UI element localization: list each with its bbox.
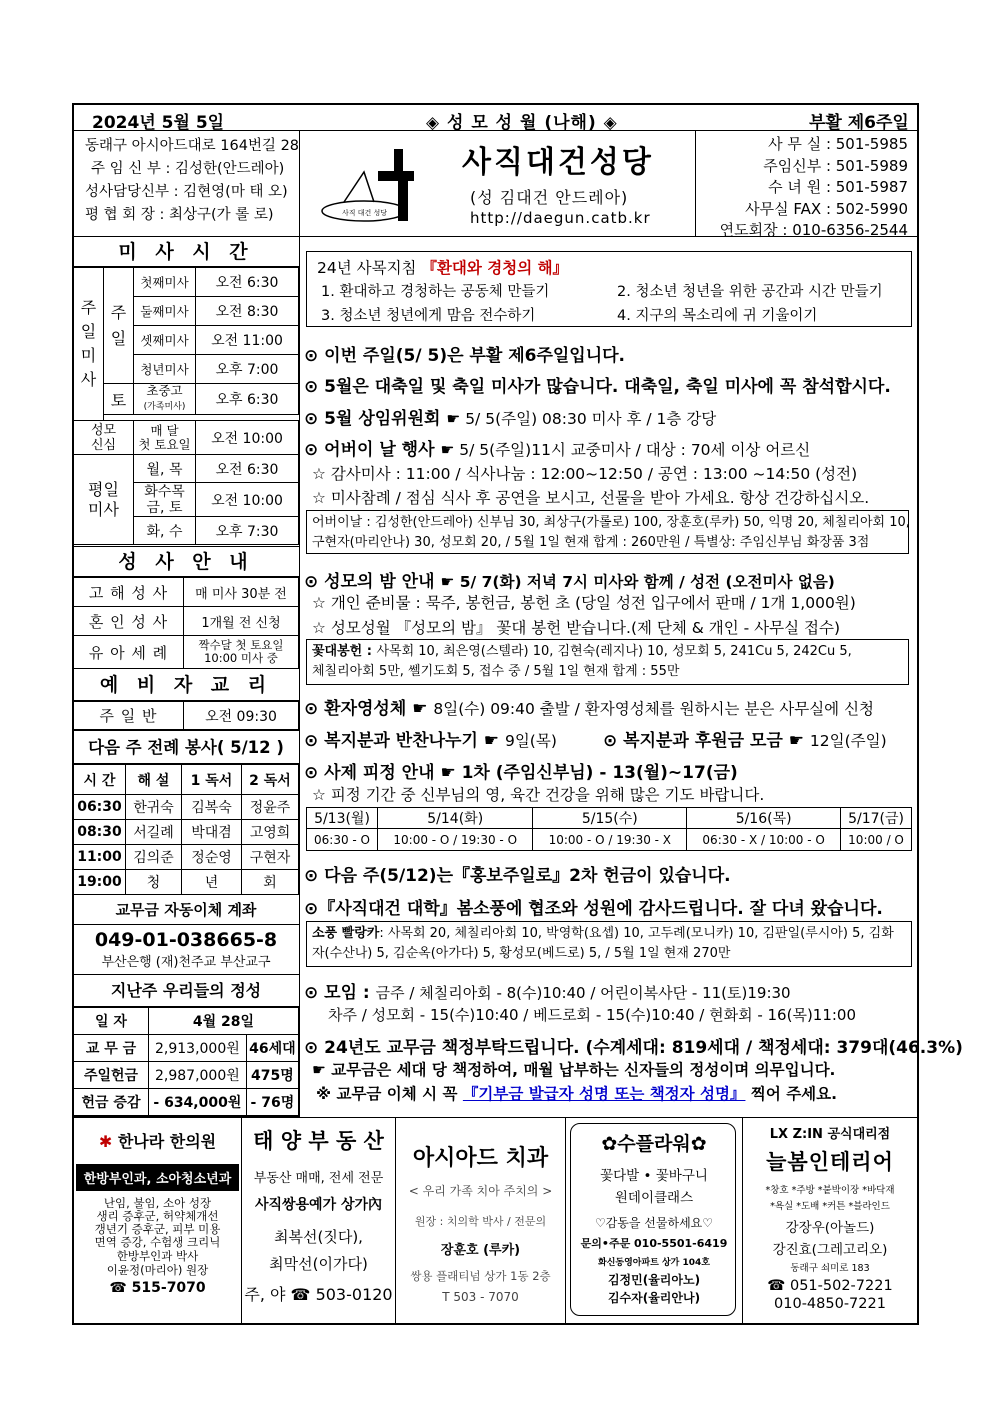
mass-times-title: 미 사 시 간 bbox=[73, 237, 299, 267]
pastoral-directive-box: 24년 사목지침 『환대와 경청의 해』 1. 환대하고 경청하는 공동체 만들기 2. 청소년 청년을 위한 공간과 시간 만들기 3. 청소년 청년에게 맘음 전수하기 4. 지구의 목소리에 귀 기울이기 bbox=[306, 251, 912, 327]
assistant-priest: 성사담당신부 : 김현영(마 태 오) bbox=[85, 184, 288, 200]
notice-easter-sunday: ⊙ 이번 주일(5/ 5)은 부활 제6주일입니다. bbox=[304, 346, 626, 366]
office-fax: 사무실 FAX : 502-5990 bbox=[745, 199, 908, 218]
church-name: 사직대건성당 bbox=[462, 145, 654, 180]
liturgy-service: 다음 주 전례 봉사( 5/12 ) 시 간 해 설 1 독서 2 독서 06:30 한귀숙 김복숙 정윤주 08:30 서길례 박대겸 고영희 11:00 김의준 정순영 구현자 19:00 청 년 회 bbox=[72, 731, 300, 895]
address: 동래구 아시아드대로 164번길 28 bbox=[85, 138, 300, 154]
weekday-mass-label: 평일미사 bbox=[74, 455, 134, 545]
flower-offering-donations: 꽃대봉헌 : 사목회 10, 최은영(스텔라) 10, 김현숙(레지나) 10, 성모회 5, 241Cu 5, 242Cu 5, 체칠리아회 5만, 쎌기도회 5, 접수 중 / 5월 1일 현재 합계 : 55만 bbox=[306, 639, 909, 685]
logo-text: 사직 대건 성당 bbox=[342, 209, 388, 217]
church-masthead bbox=[300, 131, 695, 237]
retreat-schedule-table: 5/13(월) 5/14(화) 5/15(수) 5/16(목) 5/17(금) 06:30 - O 10:00 - O / 19:30 - O 10:00 - O / 19:30 - X 06:30 - X / 10:00 - O 10:00 / O bbox=[306, 807, 912, 851]
notice-marian-night: ⊙ 성모의 밤 안내 ☛ 5/ 7(화) 저녁 7시 미사와 함께 / 성전 (오전미사 없음) bbox=[304, 572, 835, 592]
catechumen-title: 예 비 자 교 리 bbox=[73, 669, 299, 701]
council-president: 평 협 회 장 : 최상구(가 롤 로) bbox=[85, 207, 274, 223]
bulletin-date: 2024년 5월 5일 bbox=[92, 113, 225, 133]
notice-parents-day: ⊙ 어버이 날 행사 ☛ 5/ 5(주일)11시 교중미사 / 대상 : 70세 이상 어르신 bbox=[304, 440, 811, 460]
header-bar bbox=[72, 103, 919, 131]
pastor-phone: 주임신부 : 501-5989 bbox=[763, 156, 908, 175]
offering-title: 지난주 우리들의 정성 bbox=[73, 975, 299, 1007]
sunday-mass-label: 주일미사 bbox=[74, 268, 104, 421]
picnic-donations: 소풍 빨랑카: 사목회 20, 체칠리아회 10, 박영학(요셉) 10, 고두례(모니카) 10, 김판일(루시아) 5, 김화 자(수산나) 5, 김순옥(아가다) 5, 황성모(베드로) 5, / 5월 1일 현재 270만 bbox=[306, 921, 912, 967]
notice-welfare-sharing: ⊙ 복지분과 반찬나누기 ☛ 9일(목) bbox=[304, 731, 557, 751]
saturday-mass-name: 초중고 (가족미사) bbox=[134, 384, 196, 415]
parents-day-donations: 어버이날 : 김성한(안드레아) 신부님 30, 최상구(가롤로) 100, 장훈호(루카) 50, 익명 20, 체칠리아회 10, 구현자(마리안나) 30, 성모회 20, / 5월 1일 현재 합계 : 260만원 / 특별상: 주임신부님 화장품 3점 bbox=[306, 510, 909, 554]
sacraments: 성 사 안 내 고 해 성 사 매 미사 30분 전 혼 인 성 사 1개월 전 신청 유 아 세 례 짝수달 첫 토요일 10:00 미사 중 bbox=[72, 547, 300, 669]
convent-phone: 수 녀 원 : 501-5987 bbox=[768, 178, 908, 196]
directive-title: 24년 사목지침 『환대와 경청의 해』 bbox=[317, 259, 569, 277]
notice-meetings: ⊙ 모임 : 금주 / 체칠리아회 - 8(수)10:40 / 어린이복사단 - 11(토)19:30 bbox=[304, 983, 791, 1003]
ad-oriental-clinic: ✱ 한나라 한의원 한방부인과, 소아청소년과 난임, 불임, 소아 성장 생리 증후군, 허약체개선 갱년기 증후군, 피부 미용 면역 증강, 수험생 크리닉 한방부인과 박사 이윤정(마리아) 원장 ☎ 515-7070 bbox=[74, 1117, 242, 1325]
marian-devotion-label: 성모 신심 bbox=[74, 421, 134, 455]
office-phone: 사 무 실 : 501-5985 bbox=[768, 135, 908, 153]
liturgical-month: ◈ 성 모 성 월 (나해) ◈ bbox=[426, 113, 618, 133]
notice-welfare-fundraising: ⊙ 복지분과 후원금 모금 ☛ 12일(주일) bbox=[603, 731, 887, 751]
church-url[interactable]: http://daegun.catb.kr bbox=[470, 209, 651, 227]
ad-interior: LX Z:IN 공식대리점 늘봄인테리어 *창호 *주방 *붙박이장 *바닥재 *욕실 *도배 *커튼 *블라인드 강장우(아놀드) 강진효(그레고리오) 동래구 쇠미로 183 ☎ 051-502-7221 010-4850-7221 bbox=[742, 1117, 917, 1325]
flower-icon: ✱ bbox=[98, 1132, 113, 1151]
mass-times: 미 사 시 간 주일미사 주 일 첫째미사 오전 6:30 둘째미사 오전 8:30 셋째미사 오전 11:00 청년미사 오후 7:00 토 초중고 (가족미사) 오후 6:30 성모 신심 매 달 첫 토요일 오전 10:00 평일미사 월, 목 오전 6:30 화수목 금, 토 오전 10:00 화, 수 오후 7:30 bbox=[72, 237, 300, 547]
notice-parish-dues: ⊙ 24년도 교무금 책정부탁드립니다. (수계세대: 819세대 / 책정세대: 379대(46.3%) bbox=[304, 1038, 963, 1058]
last-week-offering: 지난주 우리들의 정성 일 자 4월 28일 교 무 금 2,913,000원 46세대 주일헌금 2,987,000원 475명 헌금 증감 - 634,000원 - 76명 bbox=[72, 975, 300, 1117]
auto-transfer-account bbox=[72, 895, 300, 975]
funeral-chair-phone: 연도회장 : 010-6356-2544 bbox=[719, 221, 908, 239]
contact-numbers bbox=[695, 131, 919, 237]
saturday-label: 토 bbox=[104, 384, 134, 415]
notices-area: 24년 사목지침 『환대와 경청의 해』 1. 환대하고 경청하는 공동체 만들기 2. 청소년 청년을 위한 공간과 시간 만들기 3. 청소년 청년에게 맘음 전수하기 4. 지구의 목소리에 귀 기울이기 ⊙ 이번 주일(5/ 5)은 부활 제6주일입니다. ⊙ 5월은 대축일 및 축일 미사가 많습니다. 대축일, 축일 미사에 꼭 참석합시다. ⊙ 5월 상임위원회 ☛ 5/ 5(주일) 08:30 미사 후 / 1층 강당 ⊙ 어버이 날 행사 ☛ 5/ 5(주일)11시 교중미사 / 대상 : 70세 이상 어르신 ☆ 감사미사 : 11:00 / 식사나눔 : 12:00~12:50 / 공연 : 13:00 ~14:50 (성전) ☆ 미사참례 / 점심 식사 후 공연을 보시고, 선물을 받아 가세요. 항상 건강하십시오. 어버이날 : 김성한(안드레아) 신부님 30, 최상구(가롤로) 100, 장훈호(루카) 50, 익명 20, 체칠리아회 10, 구현자(마리안나) 30, 성모회 20, / 5월 1일 현재 합계 : 260만원 / 특별상: 주임신부님 화장품 3점 ⊙ 성모의 밤 안내 ☛ 5/ 7(화) 저녁 7시 미사와 함께 / 성전 (오전미사 없음) ☆ 개인 준비물 : 묵주, 봉헌금, 봉헌 초 (당일 성전 입구에서 판매 / 1개 1,000원) ☆ 성모성월 『성모의 밤』 꽃대 봉헌 받습니다.(제 단체 & 개인 - 사무실 접수) 꽃대봉헌 : 사목회 10, 최은영(스텔라) 10, 김현숙(레지나) 10, 성모회 5, 241Cu 5, 242Cu 5, 체칠리아회 5만, 쎌기도회 5, 접수 중 / 5월 1일 현재 합계 : 55만 ⊙ 환자영성체 ☛ 8일(수) 09:40 출발 / 환자영성체를 원하시는 분은 사무실에 신청 ⊙ 복지분과 반찬나누기 ☛ 9일(목) ⊙ 복지분과 후원금 모금 ☛ 12일(주일) ⊙ 사제 피정 안내 ☛ 1차 (주임신부님) - 13(월)~17(금) ☆ 피정 기간 중 신부님의 영, 육간 건강을 위해 많은 기도 바랍니다. 5/13(월) 5/14(화) 5/15(수) 5/16(목) 5/17(금) 06:30 - O 10:00 - O / 19:30 - O 10:00 - O / 19:30 - X 06:30 - X / 10:00 - O 10:00 / O ⊙ 다음 주(5/12)는『홍보주일로』2차 헌금이 있습니다. ⊙『사직대건 대학』봄소풍에 협조와 성원에 감사드립니다. 잘 다녀 왔습니다. 소풍 빨랑카: 사목회 20, 체칠리아회 10, 박영학(요셉) 10, 고두례(모니카) 10, 김판일(루시아) 5, 김화 자(수산나) 5, 김순옥(아가다) 5, 황성모(베드로) 5, / 5월 1일 현재 270만 ⊙ 모임 : 금주 / 체칠리아회 - 8(수)10:40 / 어린이복사단 - 11(토)19:30 차주 / 성모회 - 15(수)10:40 / 베드로회 - 15(수)10:40 / 현화회 - 16(목)11:00 ⊙ 24년도 교무금 책정부탁드립니다. (수계세대: 819세대 / 책정세대: 379대(46.3%) ☛ 교무금은 세대 당 책정하여, 매월 납부하는 신자들의 정성이며 의무입니다. ※ 교무금 이체 시 꼭 『기부금 발급자 성명 또는 책정자 성명』 찍어 주세요. bbox=[300, 237, 919, 1117]
ad-real-estate: 태 양 부 동 산 부동산 매매, 전세 전문 사직쌍용예가 상가內 최복선(짓다), 최막선(이가다) 주, 야 ☎ 503-0120 bbox=[242, 1117, 396, 1325]
pastor: 주 임 신 부 : 김성한(안드레아) bbox=[91, 161, 285, 177]
sunday-label: 주 일 bbox=[104, 268, 134, 384]
account-title: 교무금 자동이체 계좌 bbox=[73, 895, 299, 925]
sacraments-title: 성 사 안 내 bbox=[73, 547, 299, 577]
parish-staff-info bbox=[72, 131, 300, 237]
notice-sick-communion: ⊙ 환자영성체 ☛ 8일(수) 09:40 출발 / 환자영성체를 원하시는 분은 사무실에 신청 bbox=[304, 699, 875, 719]
account-bank: 부산은행 (재)천주교 부산교구 bbox=[101, 955, 271, 970]
notice-committee: ⊙ 5월 상임위원회 ☛ 5/ 5(주일) 08:30 미사 후 / 1층 강당 bbox=[304, 409, 717, 429]
account-number: 049-01-038665-8 bbox=[94, 929, 278, 951]
notice-second-collection: ⊙ 다음 주(5/12)는『홍보주일로』2차 헌금이 있습니다. bbox=[304, 866, 731, 886]
ad-dental-clinic: 아시아드 치과 < 우리 가족 치아 주치의 > 원장 : 치의학 박사 / 전문의 장훈호 (루카) 쌍용 플래티넘 상가 1동 2층 T 503 - 7070 bbox=[396, 1117, 566, 1325]
church-patron: (성 김대건 안드레아) bbox=[470, 188, 629, 207]
ad-flower-shop: ✿수플라워✿ 꽃다발 • 꽃바구니 원데이클래스 ♡감동을 선물하세요♡ 문의•주문 010-5501-6419 화신동영아파트 상가 104호 김정민(율리아노) 김수자(율리안나) bbox=[566, 1117, 742, 1325]
notice-university-picnic: ⊙『사직대건 대학』봄소풍에 협조와 성원에 감사드립니다. 잘 다녀 왔습니다. bbox=[304, 899, 883, 919]
catechumen-class: 예 비 자 교 리 주 일 반 오전 09:30 bbox=[72, 669, 300, 731]
liturgical-sunday: 부활 제6주일 bbox=[809, 113, 909, 133]
notice-priest-retreat: ⊙ 사제 피정 안내 ☛ 1차 (주임신부님) - 13(월)~17(금) bbox=[304, 763, 738, 783]
notice-feast-days: ⊙ 5월은 대축일 및 축일 미사가 많습니다. 대축일, 축일 미사에 꼭 참석합시다. bbox=[304, 377, 891, 397]
church-logo bbox=[314, 147, 424, 227]
liturgy-service-title: 다음 주 전례 봉사( 5/12 ) bbox=[73, 731, 299, 764]
